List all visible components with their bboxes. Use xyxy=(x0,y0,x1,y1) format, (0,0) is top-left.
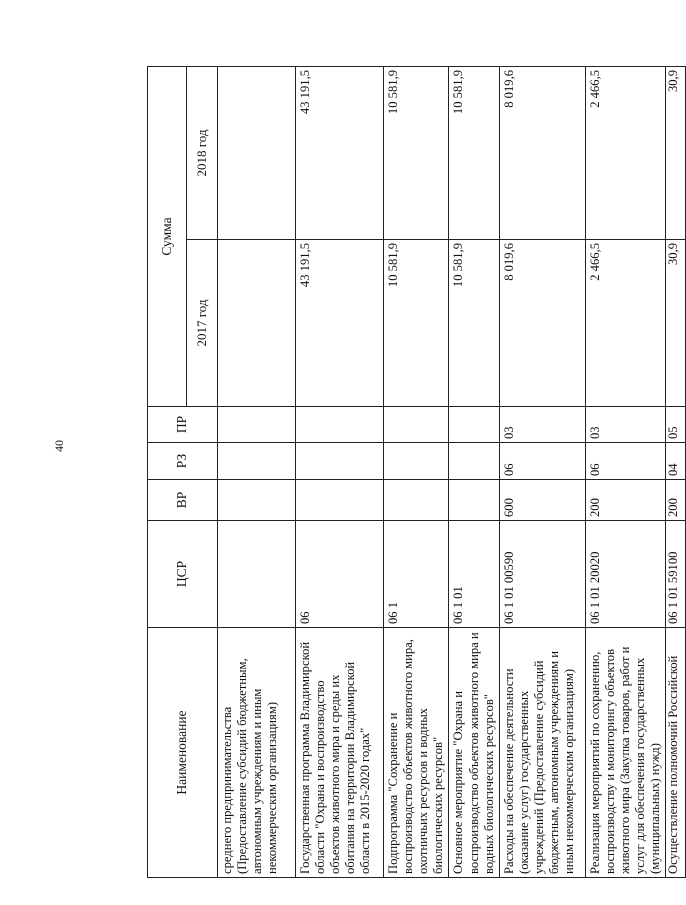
row-sum-2017: 10 581,9 xyxy=(449,240,499,407)
row-sum-2018: 30,9 xyxy=(666,66,686,239)
row-pr xyxy=(384,407,449,443)
row-name: Подпрограмма "Сохранение и воспроизводство объектов животного мира, охотничьих ресурсов и водных биологических ресурсов" xyxy=(384,628,449,878)
row-rz xyxy=(384,443,449,480)
row-vr xyxy=(296,480,384,521)
row-csr xyxy=(218,521,296,628)
row-name: Расходы на обеспечение деятельности (оказание услуг) государственных учреждений (Предоставление субсидий бюджетным, автономным учреждениям и иным некоммерческим организациям) xyxy=(499,628,585,878)
row-csr: 06 1 xyxy=(384,521,449,628)
row-rz xyxy=(296,443,384,480)
table-row xyxy=(666,66,686,877)
row-csr: 06 1 01 00590 xyxy=(499,521,585,628)
rotated-table-container xyxy=(147,67,681,878)
table-row xyxy=(585,66,666,877)
header-sum: Сумма xyxy=(148,66,187,406)
row-name: Государственная программа Владимирской области "Охрана и воспроизводство объектов животного мира и среды их обитания на территории Владимирской области в 2015-2020 годах" xyxy=(296,628,384,878)
row-sum-2018: 2 466,5 xyxy=(585,66,666,239)
table-row xyxy=(449,66,499,877)
row-name: Реализация мероприятий по сохранению, воспроизводству и мониторингу объектов животного мира (Закупка товаров, работ и услуг для обеспечения государственных (муниципальных) нужд) xyxy=(585,628,666,878)
header-name: Наименование xyxy=(148,628,218,878)
row-sum-2018: 10 581,9 xyxy=(384,66,449,239)
row-sum-2017: 30,9 xyxy=(666,240,686,407)
row-sum-2018: 43 191,5 xyxy=(296,66,384,239)
row-vr xyxy=(384,480,449,521)
header-vr: ВР xyxy=(148,480,218,521)
table-row xyxy=(296,66,384,877)
row-pr: 05 xyxy=(666,407,686,443)
budget-table xyxy=(147,66,686,878)
row-sum-2017 xyxy=(218,240,296,407)
row-rz: 04 xyxy=(666,443,686,480)
table-row xyxy=(384,66,449,877)
row-vr xyxy=(449,480,499,521)
row-pr: 03 xyxy=(585,407,666,443)
row-name: Основное мероприятие "Охрана и воспроизводство объектов животного мира и водных биологических ресурсов" xyxy=(449,628,499,878)
row-pr: 03 xyxy=(499,407,585,443)
row-sum-2017: 43 191,5 xyxy=(296,240,384,407)
row-sum-2017: 2 466,5 xyxy=(585,240,666,407)
row-csr: 06 xyxy=(296,521,384,628)
row-rz xyxy=(449,443,499,480)
row-pr xyxy=(296,407,384,443)
row-name: среднего предпринимательства (Предоставление субсидий бюджетным, автономным учреждениям и иным некоммерческим организациям) xyxy=(218,628,296,878)
row-vr: 200 xyxy=(585,480,666,521)
header-year-2018: 2018 год xyxy=(187,66,218,239)
row-rz xyxy=(218,443,296,480)
row-vr xyxy=(218,480,296,521)
row-sum-2018: 8 019,6 xyxy=(499,66,585,239)
header-csr: ЦСР xyxy=(148,521,218,628)
header-year-2017: 2017 год xyxy=(187,240,218,407)
row-vr: 200 xyxy=(666,480,686,521)
row-csr: 06 1 01 xyxy=(449,521,499,628)
row-rz: 06 xyxy=(585,443,666,480)
header-pr: ПР xyxy=(148,407,218,443)
row-vr: 600 xyxy=(499,480,585,521)
row-name: Осуществление полномочий Российской xyxy=(666,628,686,878)
header-rz: РЗ xyxy=(148,443,218,480)
row-sum-2017: 8 019,6 xyxy=(499,240,585,407)
row-pr xyxy=(449,407,499,443)
row-csr: 06 1 01 59100 xyxy=(666,521,686,628)
table-row xyxy=(499,66,585,877)
row-sum-2018: 10 581,9 xyxy=(449,66,499,239)
header-row xyxy=(148,66,187,877)
table-row xyxy=(218,66,296,877)
row-rz: 06 xyxy=(499,443,585,480)
page-number: 40 xyxy=(52,440,66,452)
row-csr: 06 1 01 20020 xyxy=(585,521,666,628)
row-pr xyxy=(218,407,296,443)
row-sum-2018 xyxy=(218,66,296,239)
row-sum-2017: 10 581,9 xyxy=(384,240,449,407)
